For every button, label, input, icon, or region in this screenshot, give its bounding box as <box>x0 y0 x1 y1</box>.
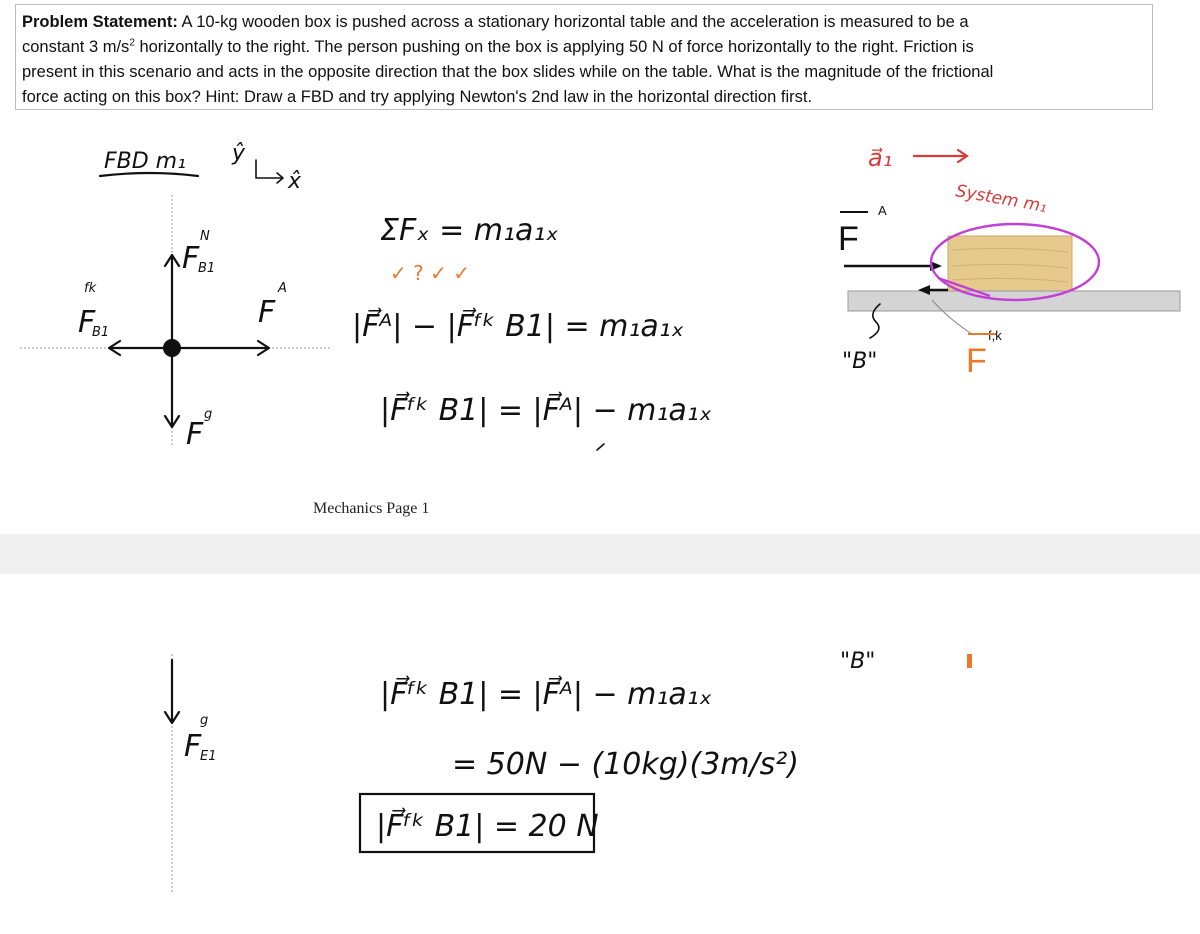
gravity-label: F <box>186 417 204 452</box>
axes-x-label: x̂ <box>288 169 302 194</box>
equation-line-2: |F⃗ᴬ| − |F⃗ᶠᵏ B1| = m₁a₁ₓ <box>352 309 685 344</box>
gravity-label-2-sup: g <box>200 713 209 728</box>
friction-F-sup: f,k <box>988 328 1002 343</box>
axes-symbol <box>256 160 282 178</box>
notebook-page-2 <box>0 574 1200 934</box>
axes-y-label: ŷ <box>232 141 246 166</box>
gravity-label-sup: g <box>204 407 213 422</box>
page-break <box>0 534 1200 574</box>
applied-label: F <box>258 295 276 330</box>
gravity-label-2: F <box>184 729 202 764</box>
problem-heading: Problem Statement: <box>22 13 178 31</box>
equation-line-4: |F⃗ᶠᵏ B1| = |F⃗ᴬ| − m₁a₁ₓ <box>380 677 713 712</box>
fbd-title-underline <box>100 173 198 176</box>
system-label: System m₁ <box>954 181 1049 217</box>
problem-line-2b: horizontally to the right. The person pushing on the box is applying 50 N of force horizontally to the right. Friction is <box>134 38 974 56</box>
equation-line-3: |F⃗ᶠᵏ B1| = |F⃗ᴬ| − m₁a₁ₓ <box>380 393 713 428</box>
problem-line-1: A 10-kg wooden box is pushed across a stationary horizontal table and the acceleration is measured to be a <box>177 13 969 31</box>
friction-label-sub: B1 <box>92 325 110 340</box>
fbd-title: FBD m₁ <box>104 149 186 174</box>
problem-line-4: force acting on this box? Hint: Draw a FBD and try applying Newton's 2nd law in the horizontal direction first. <box>22 88 813 106</box>
table-label: "B" <box>842 349 878 374</box>
stray-ink-mark <box>597 444 604 450</box>
equation-check-marks: ✓ ? ✓ ✓ <box>390 261 470 285</box>
problem-line-2-sup: 2 <box>129 37 135 49</box>
friction-label-sup: fk <box>84 281 97 296</box>
wooden-box <box>948 236 1072 291</box>
normal-label: F <box>182 241 200 276</box>
normal-label-sup: N <box>200 229 210 244</box>
gravity-label-2-sub: E1 <box>200 749 217 764</box>
friction-F-label: F <box>966 342 987 380</box>
applied-F-label: F <box>838 220 859 258</box>
orange-mark <box>967 654 972 668</box>
friction-label: F <box>78 305 96 340</box>
normal-label-sub: B1 <box>198 261 216 276</box>
handwritten-notes-canvas-2 <box>0 574 1200 934</box>
equation-line-1: ΣFₓ = m₁a₁ₓ <box>380 213 559 248</box>
problem-line-2a: constant 3 m/s <box>22 38 130 56</box>
applied-F-sup: A <box>878 203 887 218</box>
equation-line-5: = 50N − (10kg)(3m/s²) <box>452 747 799 782</box>
answer-text: |F⃗ᶠᵏ B1| = 20 N <box>376 809 599 844</box>
page-footer: Mechanics Page 1 <box>313 500 430 517</box>
applied-label-sup: A <box>278 281 287 296</box>
accel-label: a⃗₁ <box>868 144 893 172</box>
problem-line-3: present in this scenario and acts in the opposite direction that the box slides while on the table. What is the magnitude of the frictional <box>22 63 994 81</box>
table-label-2: "B" <box>840 649 876 674</box>
